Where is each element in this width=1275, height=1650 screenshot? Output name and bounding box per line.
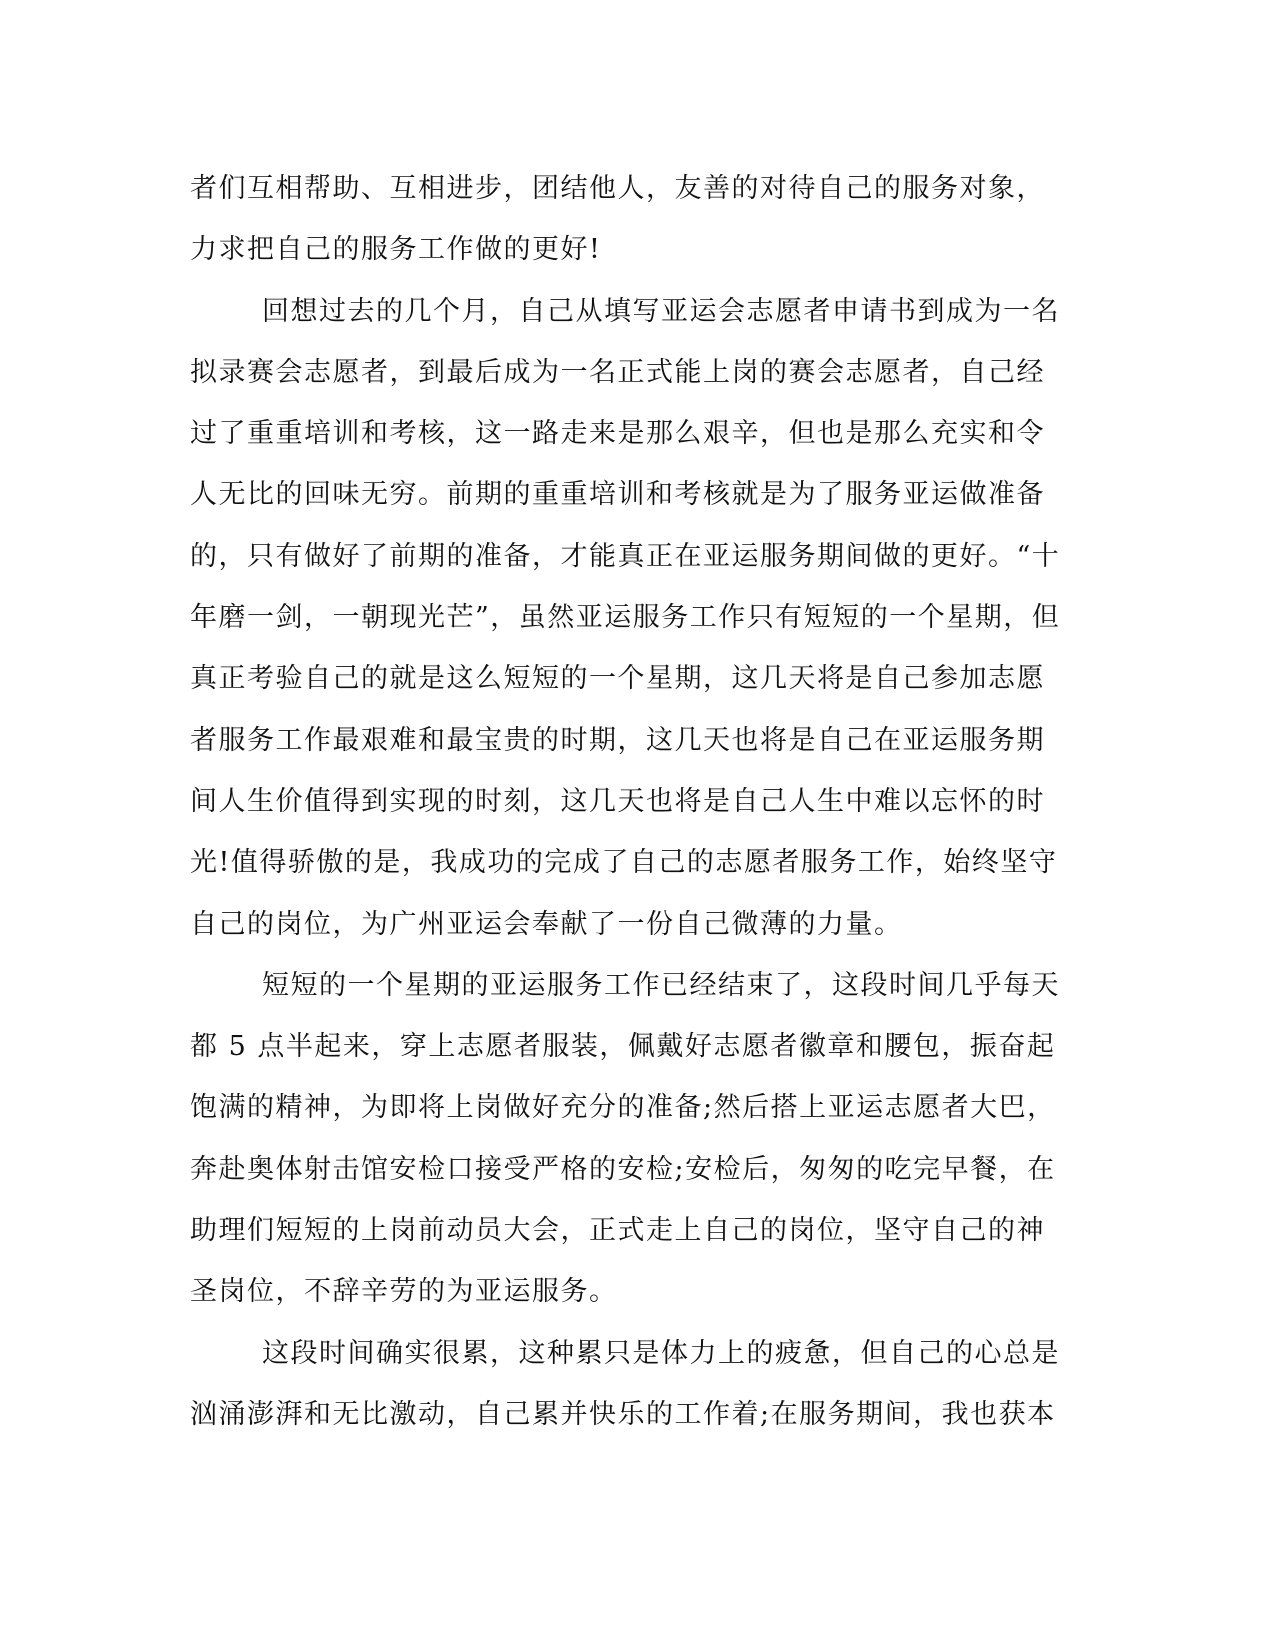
paragraph-2 — [190, 281, 1090, 955]
text-line: 都 5 点半起来，穿上志愿者服装，佩戴好志愿者徽章和腰包，振奋起 — [190, 1031, 1056, 1063]
text-line: 者服务工作最艰难和最宝贵的时期，这几天也将是自己在亚运服务期 — [190, 724, 1045, 756]
text-line: 圣岗位，不辞辛劳的为亚运服务。 — [190, 1276, 618, 1308]
text-line: 光!值得骄傲的是，我成功的完成了自己的志愿者服务工作，始终坚守 — [190, 847, 1058, 879]
paragraph-3 — [190, 955, 1090, 1323]
text-line: 短短的一个星期的亚运服务工作已经结束了，这段时间几乎每天 — [262, 969, 1060, 1001]
text-line: 人无比的回味无穷。前期的重重培训和考核就是为了服务亚运做准备 — [190, 479, 1045, 511]
text-line: 奔赴奥体射击馆安检口接受严格的安检;安检后，匆匆的吃完早餐，在 — [190, 1153, 1056, 1185]
text-line: 自己的岗位，为广州亚运会奉献了一份自己微薄的力量。 — [190, 908, 903, 940]
paragraph-4 — [190, 1323, 1090, 1446]
text-line: 回想过去的几个月，自己从填写亚运会志愿者申请书到成为一名 — [262, 295, 1060, 327]
text-line: 真正考验自己的就是这么短短的一个星期，这几天将是自己参加志愿 — [190, 663, 1045, 695]
text-line: 助理们短短的上岗前动员大会，正式走上自己的岗位，坚守自己的神 — [190, 1215, 1045, 1247]
text-line: 间人生价值得到实现的时刻，这几天也将是自己人生中难以忘怀的时 — [190, 785, 1045, 817]
text-line: 的，只有做好了前期的准备，才能真正在亚运服务期间做的更好。“十 — [190, 540, 1061, 572]
text-line: 力求把自己的服务工作做的更好! — [190, 234, 602, 266]
body-text — [190, 158, 1090, 1445]
text-line: 饱满的精神，为即将上岗做好充分的准备;然后搭上亚运志愿者大巴， — [190, 1092, 1056, 1124]
text-line: 者们互相帮助、互相进步，团结他人，友善的对待自己的服务对象， — [190, 173, 1045, 204]
text-line: 年磨一剑，一朝现光芒”，虽然亚运服务工作只有短短的一个星期，但 — [190, 602, 1061, 634]
text-line: 过了重重培训和考核，这一路走来是那么艰辛，但也是那么充实和令 — [190, 418, 1045, 450]
text-line: 拟录赛会志愿者，到最后成为一名正式能上岗的赛会志愿者，自己经 — [190, 356, 1045, 388]
paragraph-1 — [190, 158, 1090, 281]
text-line: 汹涌澎湃和无比激动，自己累并快乐的工作着;在服务期间，我也获本 — [190, 1398, 1056, 1430]
text-line: 这段时间确实很累，这种累只是体力上的疲惫，但自己的心总是 — [262, 1337, 1060, 1369]
